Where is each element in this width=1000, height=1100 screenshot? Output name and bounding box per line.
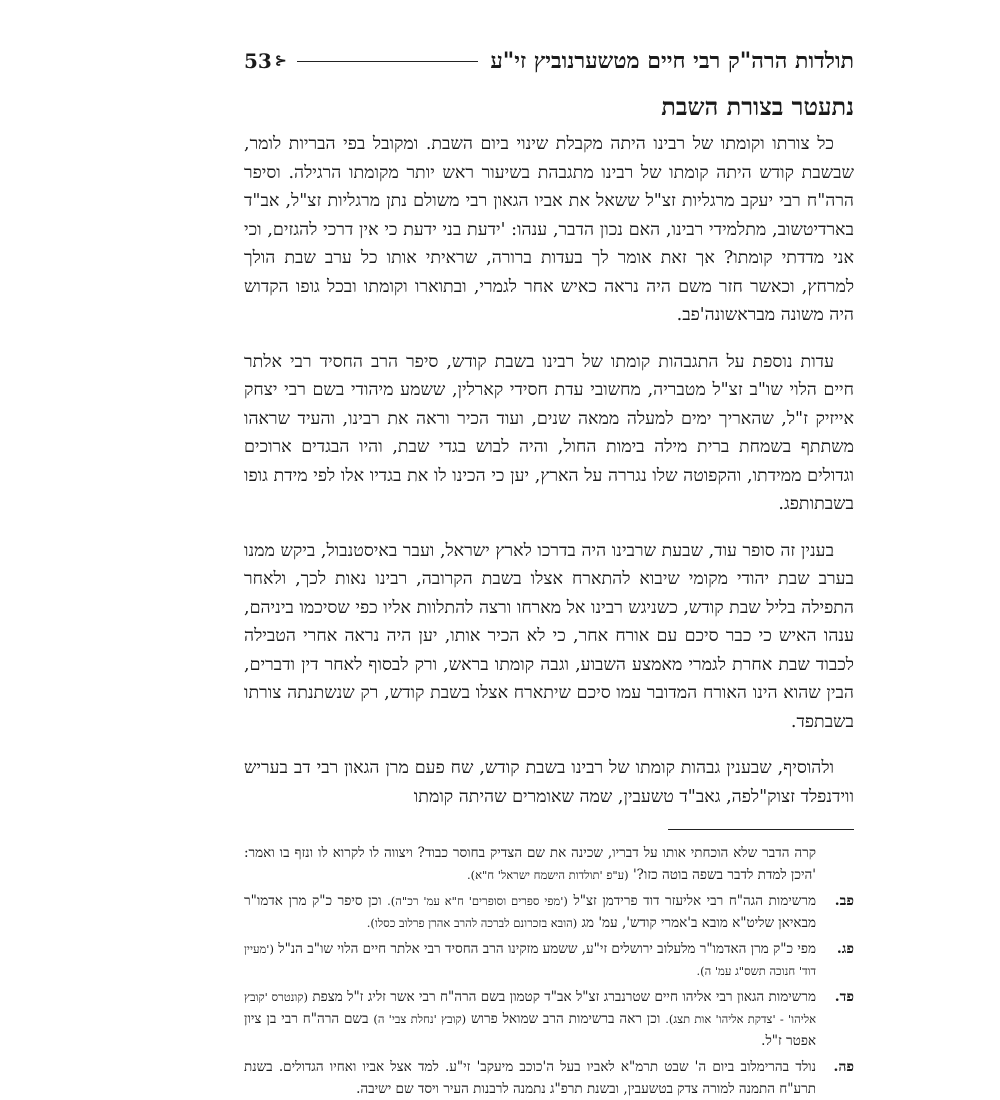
footnote-text: מרשימות הגה"ח רבי אליעזר דוד פרידמן זצ"ל ('מפי ספרים וסופרים' ח"א עמ' רכ"ה). וכן סיפר כ"ק מרן אדמו"ר מבאיאן שליט"א מובא ב'אמרי קודש', עמ' מג (הובא בזכרונם לברכה להרב אהרן פרלוב כסלו). [244,893,816,931]
footnote-item [244,986,854,1052]
flourish-ornament-icon: ⊱ [274,53,287,69]
footnote-source: (ע"פ 'תולדות הישמח ישראל' ח"א). [466,868,629,882]
footnote-text: מרשימות הגאון רבי אליהו חיים שטרנברג זצ"ל אב"ד קטמון בשם הרה"ח רבי אשר זליג ז"ל מצפת (קונטרס 'קובץ אליהו' - 'צדקת אליהו' אות תצג). וכן ראה ברשימות הרב שמואל פרוש (קובץ 'נחלת צבי' ה) בשם הרה"ח רבי בן ציון אפטר ז"ל. [244,989,816,1049]
section-title: נתעטר בצורת השבת [661,92,854,121]
footnote-source: ('מעיין דוד' חנוכה תשס"ג עמ' ה). [244,942,816,978]
running-header [244,44,854,78]
footnote-source: ('מפי ספרים וסופרים' ח"א עמ' רכ"ה). [387,894,568,908]
footnote-item [244,938,854,982]
footnote-item [244,890,854,934]
footnote-source: (קונטרס 'קובץ אליהו' - 'צדקת אליהו' אות תצג). [244,990,816,1026]
footnote-continuation [244,842,854,886]
footnote-text: קרה הדבר שלא הוכחתי אותו על דבריו, שכינה את שם הצדיק בחוסר כבוד? ויצווה לו לקרוא לו ונזף בו ואמר: 'היכן למדת לדבר בשפה בוטה כזו?' (ע"פ 'תולדות הישמח ישראל' ח"א). [244,845,816,883]
footnote-label: פב. [834,893,854,909]
footnote-source: (קובץ 'נחלת צבי' ה) [373,1012,467,1026]
body-paragraph: בענין זה סופר עוד, שבעת שרבינו היה בדרכו לארץ ישראל, ועבר באיסטנבול, ביקש ממנו בערב שבת יהודי מקומי שיבוא להתארח אצלו בשבת הקרובה, רבינו נאות לכך, ולאחר התפילה בליל שבת קודש, כשניגש רבינו אל מארחו ורצה להתלוות אליו כפי שסיכמו ביניהם, ענהו האיש כי כבר סיכם עם אורח אחר, כי לא הכיר אותו, יען היה נראה אחרי הטבילה לכבוד שבת אחרת לגמרי מאמצע השבוע, וגבה קומתו בראש, ורק לבסוף לאחר דין ודברים, הבין שהוא הינו האורח המדובר עמו סיכם שיתארח אצלו בשבת קודש, רק שנשתנתה צורתו בשבתפד. [244,540,854,732]
footnote-separator [668,829,854,830]
body-paragraph: כל צורתו וקומתו של רבינו היתה מקבלת שינוי ביום השבת. ומקובל בפי הבריות לומר, שבשבת קודש היתה קומתו של רבינו מתגבהת בשיעור ראש יותר מקומתו הרגילה. וסיפר הרה"ח רבי יעקב מרגליות זצ"ל ששאל את אביו הגאון רבי משולם נתן מרגליות זצ"ל, אב"ד בארדיטשוב, מתלמידי רבינו, האם נכון הדבר, ענהו: 'ידעת בני ידעת כי אין דרכי להגזים, וכי אני מדדתי קומתו? אך זאת אומר לך בעדות ברורה, שראיתי אותו כל ערב שבת הולך למרחץ, וכאשר חזר משם היה נראה כאיש אחר לגמרי, ובתוארו וקומתו ובכל גופו הקדוש היה משונה מבראשונה'פב. [244,134,854,325]
footnote-item [244,1056,854,1100]
running-header-title: תולדות הרה"ק רבי חיים מטשערנוביץ זי"ע [490,48,854,74]
footnote-source: (הובא בזכרונם לברכה להרב אהרן פרלוב כסלו). [366,916,578,930]
body-paragraph: ולהוסיף, שבענין גבהות קומתו של רבינו בשבת קודש, שח פעם מרן הגאון רבי דב בעריש ווידנפלד זצוק"לפה, גאב"ד טשעבין, שמה שאומרים שהיתה קומתו [244,758,854,807]
header-rule [297,61,479,62]
footnote-label: פג. [836,941,854,957]
footnote-text: מפי כ"ק מרן האדמו"ר מלעלוב ירושלים זי"ע, ששמע מזקינו הרב החסיד רבי אלתר חיים הלוי שו"ב הנ"ל ('מעיין דוד' חנוכה תשס"ג עמ' ה). [244,941,816,978]
footnote-text: נולד בהרימלוב ביום ה' שבט תרמ"א לאביו בעל ה'כוכב מיעקב' זי"ע. למד אצל אביו ואחיו הגדולים. בשנת תרע"ח התמנה למורה צדק בטשעבין, ובשנת תרפ"ג נתמנה לרבנות העיר ויסד שם ישיבה. [244,1059,816,1097]
page-number-block [244,49,287,73]
page-number: 53 [244,49,272,73]
body-paragraph: עדות נוספת על התגבהות קומתו של רבינו בשבת קודש, סיפר הרב החסיד רבי אלתר חיים הלוי שו"ב זצ"ל מטבריה, מחשובי עדת חסידי קארלין, ששמע מיהודי בשם רבי יצחק אייזיק ז"ל, שהאריך ימים למעלה ממאה שנים, ועוד הכיר וראה את רבינו, והעיד שראהו משתתף בשמחת ברית מילה בימות החול, והיה לבוש בגדי שבת, והיו הבגדים ארוכים וגדולים ממידתו, והקפוטה שלו נגררה על הארץ, יען כי הכינו לו את בגדיו אלו לפי מידת גופו בשבתותפג. [244,351,854,514]
footnote-label: פה. [833,1059,854,1075]
footnote-label: פד. [834,989,854,1005]
footnotes [244,842,854,1100]
